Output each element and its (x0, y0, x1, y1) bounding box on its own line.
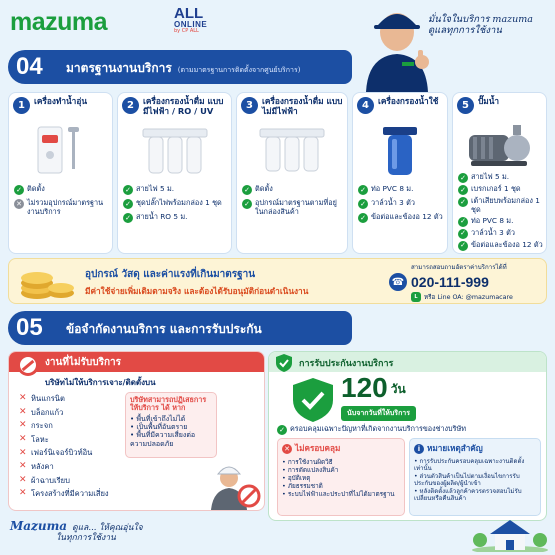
no-service-title: งานที่ไม่รับบริการ (45, 357, 122, 368)
list-item: ✓ ชุดปลั๊กไฟพร้อมกล่อง 1 ชุด (123, 199, 228, 209)
not-covered-title: ✕ ไม่ครอบคลุม (282, 442, 400, 455)
card-title: เครื่องกรองน้ำดื่ม แบบมีไฟฟ้า / RO / UV (143, 96, 224, 116)
no-service-subtitle: บริษัทไม่ให้บริการเจาะ/ติดตั้งบน (45, 378, 156, 387)
list-item: ✓ ท่อ PVC 8 ม. (358, 185, 444, 195)
list-item: ✕ ผ้าฉาบเรียบ (19, 474, 70, 485)
card-water-pump (452, 92, 547, 254)
x-icon: ✕ (19, 474, 27, 485)
list-item: ✕ โครงสร้างที่มีความเสี่ยง (19, 488, 109, 499)
card-ro-filter (117, 92, 232, 254)
shield-icon (275, 353, 293, 373)
check-icon: ✓ (458, 217, 468, 227)
x-icon: ✕ (19, 447, 27, 458)
extra-cost-panel (8, 258, 547, 304)
line-icon: L (411, 292, 421, 302)
x-icon: ✕ (19, 434, 27, 445)
extra-description: มีค่าใช้จ่ายเพิ่มเติมตามจริง และต้องได้รับอนุมัติก่อนดำเนินงาน (85, 286, 309, 296)
list-item: • การรับประกันครอบคลุมเฉพาะงานติดตั้งเท่านั้น (414, 458, 525, 473)
card-number: 3 (241, 97, 258, 114)
check-icon: ✓ (458, 185, 468, 195)
water-pump-icon (453, 119, 546, 171)
check-icon: ✓ (242, 199, 252, 209)
list-item: ✓ ข้อต่อและข้องอ 12 ตัว (458, 241, 543, 251)
x-icon: ✕ (14, 199, 24, 209)
list-item: • หลังติดตั้งแล้วลูกค้าควรตรวจสอบไม่รับเปลี่ยนหรือคืนสินค้า (414, 487, 522, 503)
coins-icon (17, 263, 77, 301)
check-icon: ✓ (123, 213, 133, 223)
card-title: เครื่องทำน้ำอุ่น (34, 96, 87, 106)
no-service-list (19, 392, 109, 501)
refusal-note (125, 392, 217, 458)
section-number: 05 (16, 314, 43, 341)
prohibited-icon (17, 354, 39, 376)
card-title: ปั๊มน้ำ (478, 96, 500, 106)
list-item: • พื้นที่มีความเสี่ยงต่อความปลอดภัย (130, 431, 196, 448)
card-number: 1 (13, 97, 30, 114)
ro-filter-icon (118, 125, 231, 177)
check-icon: ✓ (458, 197, 468, 207)
line-oa-link[interactable]: หรือ Line OA: @mazumacare (424, 294, 513, 301)
check-icon: ✓ (458, 229, 468, 239)
footer-brand: Mazuma (10, 519, 68, 533)
no-service-panel (8, 351, 265, 511)
card-title: เครื่องกรองน้ำใช้ (378, 96, 439, 106)
list-item: • อุบัติเหตุ (282, 474, 311, 482)
list-item: ✓ เต้าเสียบพร้อมกล่อง 1 ชุด (458, 197, 543, 215)
check-icon: ✓ (458, 241, 468, 251)
x-icon: ✕ (19, 461, 27, 472)
list-item: ✕ เฟอร์นิเจอร์บิวท์อิน (19, 447, 93, 458)
card-water-filter (352, 92, 448, 254)
important-notes-box (409, 438, 541, 516)
check-icon: ✓ (123, 199, 133, 209)
shield-check-icon (289, 376, 337, 424)
list-item: ✓ ข้อต่อและข้องอ 12 ตัว (358, 213, 444, 223)
check-icon: ✓ (458, 173, 468, 183)
section-title: มาตรฐานงานบริการ (ตามมาตรฐานการติดตั้งจากศูนย์บริการ) (66, 61, 301, 75)
list-item: • การดัดแปลงสินค้า (282, 466, 339, 474)
card-non-electric-filter (236, 92, 348, 254)
list-item: ✕ หินแกรนิต (19, 393, 65, 404)
list-item: ✓ สายไฟ 5 ม. (458, 173, 543, 183)
section-04-banner (8, 50, 352, 84)
list-item: ✓ ท่อ PVC 8 ม. (458, 217, 543, 227)
water-heater-icon (9, 125, 112, 177)
list-item: ✓ ติดตั้ง (242, 185, 344, 195)
x-icon: ✕ (19, 420, 27, 431)
footer-slogan: Mazuma ดูแล... ให้คุณอุ่นใจ ในทุกการใช้งาน (10, 519, 143, 543)
warranty-days-label: นับจากวันที่ให้บริการ (341, 406, 416, 421)
contact-label: สามารถสอบถามอัตราค่าบริการได้ที่ (411, 264, 507, 271)
phone-icon: ☎ (389, 273, 407, 291)
warranty-title: การรับประกันงานบริการ (299, 359, 394, 369)
list-item: ✕ ไม่รวมอุปกรณ์มาตรฐานงานบริการ (14, 199, 109, 217)
check-icon: ✓ (14, 185, 24, 195)
warranty-panel (268, 351, 547, 521)
not-covered-box (277, 438, 405, 516)
water-filter-icon (237, 125, 347, 177)
list-item: • พื้นที่เข้าถึงไม่ได้ (130, 414, 186, 423)
list-item: ✓ เบรกเกอร์ 1 ชุด (458, 185, 543, 195)
x-icon: ✕ (19, 488, 27, 499)
extra-title: อุปกรณ์ วัสดุ และค่าแรงที่เกินมาตรฐาน (85, 269, 256, 280)
warranty-description: ✓ ครอบคลุมเฉพาะปัญหาที่เกิดจากงานบริการของช่างบริษัท (277, 424, 466, 435)
house-icon (470, 516, 548, 552)
filter-housing-icon (353, 125, 447, 177)
check-icon: ✓ (277, 425, 287, 435)
list-item: ✓ วาล์วน้ำ 3 ตัว (358, 199, 444, 209)
warranty-days: 120 วัน (341, 372, 406, 403)
list-item: • ภัยธรรมชาติ (282, 482, 323, 490)
check-icon: ✓ (358, 213, 368, 223)
section-number: 04 (16, 53, 43, 80)
list-item: • ระบบไฟฟ้าและประปาที่ไม่ได้มาตรฐาน (282, 490, 395, 498)
list-item: ✕ โลหะ (19, 434, 49, 445)
list-item: ✕ หลังคา (19, 461, 54, 472)
list-item: • การใช้งานผิดวิธี (282, 458, 333, 466)
card-number: 4 (357, 97, 374, 114)
section-title: ข้อจำกัดงานบริการ และการรับประกัน (66, 322, 262, 336)
contact-block (389, 262, 545, 302)
list-item: ✓ วาล์วน้ำ 3 ตัว (458, 229, 543, 239)
check-icon: ✓ (358, 199, 368, 209)
check-icon: ✓ (123, 185, 133, 195)
phone-number[interactable]: 020-111-999 (411, 274, 489, 290)
important-notes-title: i หมายเหตุสำคัญ (414, 442, 536, 455)
list-item: ✓ ติดตั้ง (14, 185, 109, 195)
tagline: มั่นใจในบริการ mazuma ดูแลทุกการใช้งาน (428, 14, 533, 37)
check-icon: ✓ (242, 185, 252, 195)
card-number: 5 (457, 97, 474, 114)
x-icon: ✕ (282, 444, 292, 454)
x-icon: ✕ (19, 393, 27, 404)
card-number: 2 (122, 97, 139, 114)
check-icon: ✓ (358, 185, 368, 195)
service-standard-cards (8, 92, 547, 254)
card-title: เครื่องกรองน้ำดื่ม แบบไม่มีไฟฟ้า (262, 96, 343, 116)
list-item: • ส่วนตัวสินค้าเป็นไปตามเงื่อนไขการรับประกันของผู้ผลิต/ผู้นำเข้า (414, 472, 520, 488)
brand-logo: mazuma (10, 8, 108, 36)
list-item: ✓ สายไฟ 5 ม. (123, 185, 228, 195)
card-water-heater (8, 92, 113, 254)
refusal-note-title: บริษัทสามารถปฏิเสธการให้บริการ ได้ หาก (130, 395, 207, 413)
section-05-banner (8, 311, 352, 345)
worker-illustration (205, 456, 261, 510)
info-icon: i (414, 444, 424, 454)
list-item: ✕ บล็อกแก้ว (19, 406, 64, 417)
list-item: • เป็นพื้นที่อันตราย (130, 422, 188, 431)
list-item: ✕ กระจก (19, 420, 53, 431)
partner-logo: ALL ONLINE by CP ALL (174, 5, 208, 34)
x-icon: ✕ (19, 406, 27, 417)
list-item: ✓ สายน้ำ RO 5 ม. (123, 213, 228, 223)
list-item: ✓ อุปกรณ์มาตรฐานตามที่อยู่ในกล่องสินค้า (242, 199, 344, 217)
